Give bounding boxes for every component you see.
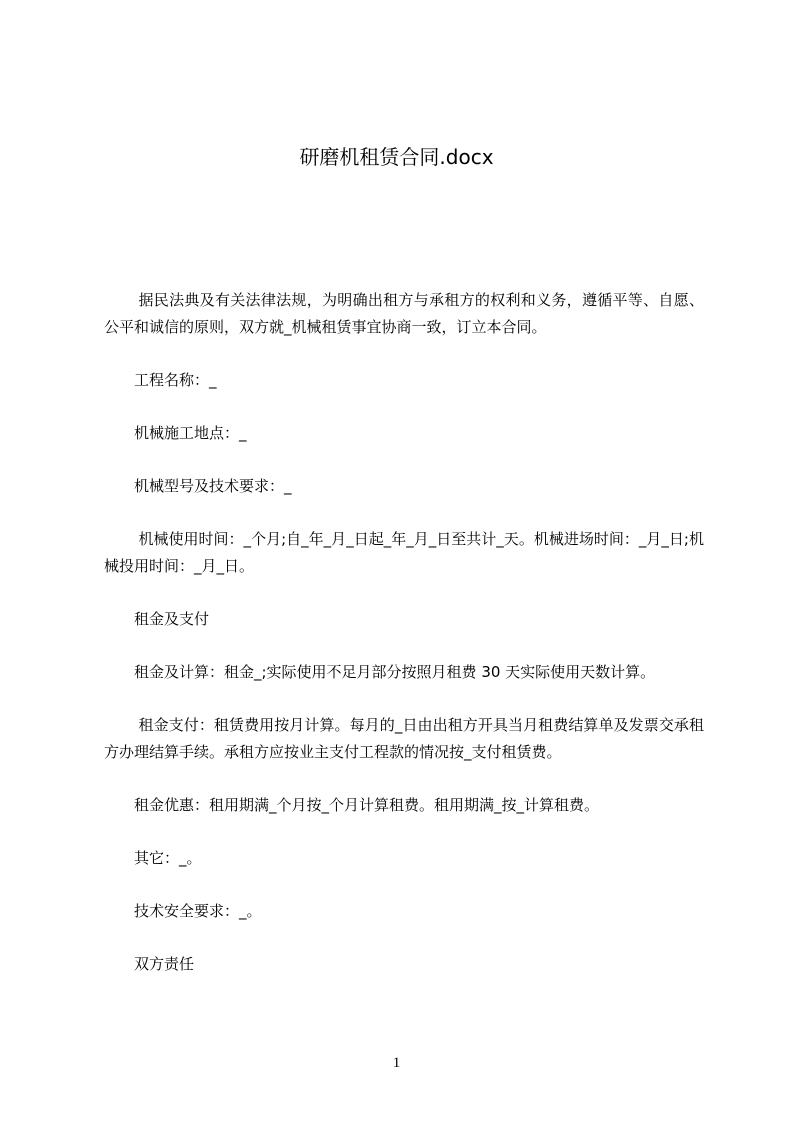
paragraph-rent-discount: 租金优惠：租用期满_个月按_个月计算租费。租用期满_按_计算租费。: [134, 796, 600, 814]
paragraph-rent-calculation: 租金及计算：租金_;实际使用不足月部分按照月租费 30 天实际使用天数计算。: [134, 663, 656, 681]
paragraph-usage-time: 机械使用时间：_个月;自_年_月_日起_年_月_日至共计_天。机械进场时间：_月_日;机械投用时间：_月_日。: [104, 530, 704, 575]
paragraph-machine-model: 机械型号及技术要求：_: [134, 477, 292, 495]
section-heading-rent: 租金及支付: [134, 610, 210, 628]
page-number: 1: [392, 1055, 401, 1071]
paragraph-preamble: 据民法典及有关法律法规，为明确出租方与承租方的权利和义务，遵循平等、自愿、公平和诚信的原则，双方就_机械租赁事宜协商一致，订立本合同。: [104, 291, 704, 336]
paragraph-construction-site: 机械施工地点：_: [134, 424, 247, 442]
paragraph-rent-payment: 租金支付：租赁费用按月计算。每月的_日由出租方开具当月租费结算单及发票交承租方办理结算手续。承租方应按业主支付工程款的情况按_支付租赁费。: [104, 716, 704, 761]
section-heading-responsibilities: 双方责任: [134, 955, 195, 973]
paragraph-safety: 技术安全要求：_。: [134, 902, 262, 920]
paragraph-other: 其它：_。: [134, 849, 202, 867]
paragraph-project-name: 工程名称：_: [134, 371, 217, 389]
document-title: 研磨机租赁合同.docx: [299, 145, 494, 169]
document-body: [104, 287, 704, 1004]
